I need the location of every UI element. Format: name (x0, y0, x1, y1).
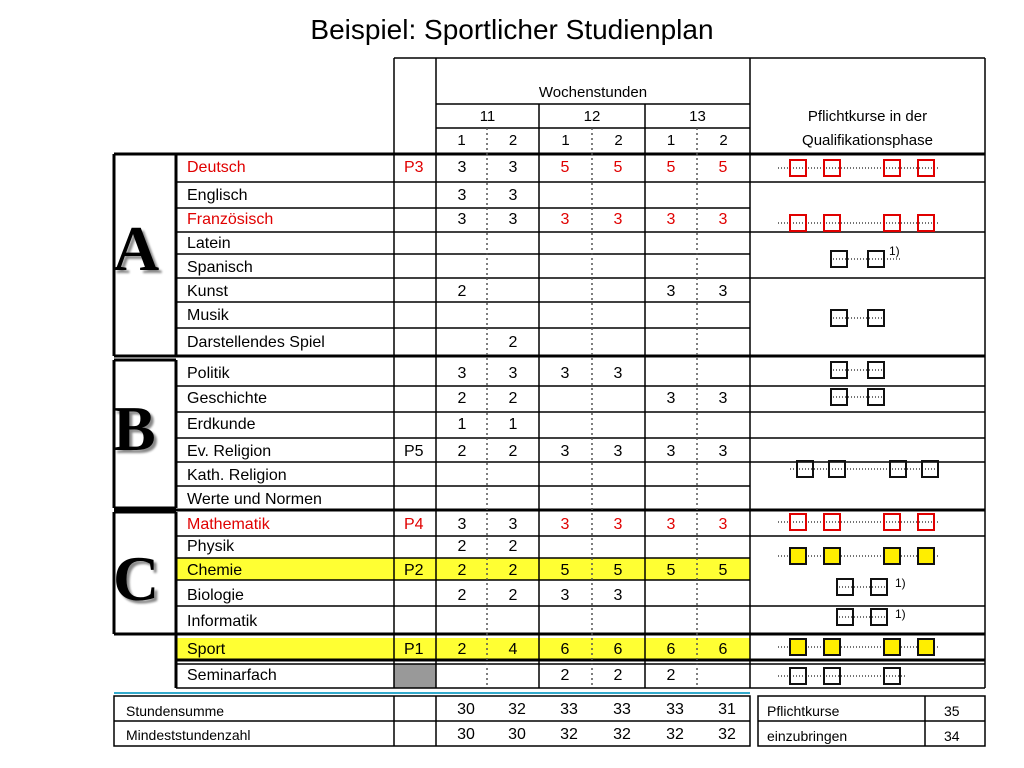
mindest-value: 32 (560, 726, 578, 743)
stundensumme-value: 33 (666, 701, 684, 718)
mindeststundenzahl-label: Mindeststundenzahl (126, 727, 251, 743)
footnote-marker: 1) (895, 607, 906, 621)
pflicht-box (917, 159, 935, 177)
pflicht-box (830, 309, 848, 327)
footnote-marker: 1) (895, 576, 906, 590)
pflicht-box (789, 638, 807, 656)
pflicht-box (870, 608, 888, 626)
pflicht-box (917, 547, 935, 565)
stundensumme-value: 31 (718, 701, 736, 718)
pflicht-box (883, 513, 901, 531)
pflicht-box (867, 361, 885, 379)
page-title: Beispiel: Sportlicher Studienplan (310, 14, 714, 45)
hours-cell: 3 (613, 516, 623, 533)
hours-cell: 3 (718, 516, 728, 533)
mindest-value: 32 (666, 726, 684, 743)
year-13-header: 13 (689, 108, 706, 125)
pflicht-box (883, 214, 901, 232)
hours-cell: 3 (457, 516, 467, 533)
hours-cell: 3 (508, 187, 518, 204)
hours-cell: 3 (666, 211, 676, 228)
pflicht-box (883, 638, 901, 656)
hours-cell: 3 (718, 443, 728, 460)
half-header: 1 (561, 132, 570, 149)
hours-cell: 1 (457, 416, 467, 433)
hours-cell: 3 (508, 516, 518, 533)
hours-cell: 3 (613, 587, 623, 604)
hours-cell: 3 (613, 365, 623, 382)
hours-cell: 3 (560, 587, 570, 604)
subject-name: Musik (187, 307, 229, 324)
pflicht-box (883, 667, 901, 685)
pflicht-box (867, 250, 885, 268)
subject-name: Erdkunde (187, 416, 256, 433)
hours-cell: 5 (718, 562, 728, 579)
hours-cell: 6 (666, 641, 676, 658)
pflicht-header-line1: Pflichtkurse in der (807, 108, 928, 125)
hours-cell: 2 (457, 443, 467, 460)
pflicht-box (830, 388, 848, 406)
hours-cell: 5 (718, 159, 728, 176)
hours-cell: 6 (560, 641, 570, 658)
pruefungsfach-label: P3 (404, 159, 424, 176)
hours-cell: 6 (613, 641, 623, 658)
subject-name: Sport (187, 641, 226, 658)
pruefungsfach-label: P2 (404, 562, 424, 579)
half-header: 1 (666, 132, 676, 149)
pflicht-box (789, 214, 807, 232)
hours-cell: 3 (613, 211, 623, 228)
pflicht-box (883, 159, 901, 177)
hours-cell: 5 (560, 562, 570, 579)
mindest-value: 32 (613, 726, 631, 743)
hours-cell: 5 (560, 159, 570, 176)
pflichtkurse-value: 35 (944, 703, 960, 719)
hours-cell: 2 (613, 667, 623, 684)
pflicht-box (830, 361, 848, 379)
year-12-header: 12 (583, 108, 601, 125)
hours-cell: 3 (457, 159, 467, 176)
mindest-value: 30 (457, 726, 475, 743)
stundensumme-value: 30 (457, 701, 475, 718)
subject-name: Politik (187, 365, 230, 382)
subject-name: Latein (187, 235, 231, 252)
pflicht-box (789, 159, 807, 177)
hours-cell: 2 (666, 667, 676, 684)
subject-name: Kath. Religion (187, 467, 287, 484)
hours-cell: 2 (457, 587, 467, 604)
subject-name: Biologie (187, 587, 244, 604)
hours-cell: 2 (508, 443, 518, 460)
hours-cell: 3 (560, 365, 570, 382)
hours-cell: 3 (508, 159, 518, 176)
subject-name: Werte und Normen (187, 491, 322, 508)
stundensumme-value: 33 (613, 701, 631, 718)
hours-cell: 5 (613, 562, 623, 579)
hours-cell: 5 (666, 562, 676, 579)
group-b-label: B (113, 393, 156, 464)
hours-cell: 2 (508, 562, 518, 579)
einzubringen-label: einzubringen (767, 728, 848, 744)
subject-name: Geschichte (187, 390, 268, 407)
pflicht-box (917, 513, 935, 531)
pflicht-box (870, 578, 888, 596)
pflicht-box (828, 460, 846, 478)
subject-name: Darstellendes Spiel (187, 334, 325, 351)
hours-cell: 3 (457, 187, 467, 204)
hours-cell: 3 (613, 443, 623, 460)
hours-cell: 3 (666, 390, 676, 407)
hours-cell: 3 (718, 283, 728, 300)
hours-cell: 3 (666, 516, 676, 533)
pflicht-box (830, 250, 848, 268)
hours-cell: 6 (718, 641, 728, 658)
subject-name: Kunst (187, 283, 228, 300)
half-header: 2 (614, 132, 623, 149)
hours-cell: 3 (560, 516, 570, 533)
pflicht-box (917, 214, 935, 232)
subject-name: Physik (187, 538, 235, 555)
hours-cell: 3 (508, 211, 518, 228)
hours-cell: 5 (613, 159, 623, 176)
pflicht-box (789, 547, 807, 565)
einzubringen-value: 34 (944, 728, 960, 744)
hours-cell: 3 (666, 283, 676, 300)
hours-cell: 3 (718, 211, 728, 228)
pflicht-header-line2: Qualifikationsphase (802, 132, 933, 149)
hours-cell: 3 (718, 390, 728, 407)
hours-cell: 2 (457, 641, 467, 658)
subject-name: Chemie (187, 562, 243, 579)
pflicht-box (823, 214, 841, 232)
pflichtkurse-label: Pflichtkurse (767, 703, 840, 719)
hours-cell: 2 (508, 334, 518, 351)
hours-cell: 3 (666, 443, 676, 460)
half-header: 2 (719, 132, 728, 149)
stundensumme-value: 33 (560, 701, 578, 718)
subject-name: Französisch (187, 211, 274, 228)
stundensumme-value: 32 (508, 701, 526, 718)
pflicht-box (917, 638, 935, 656)
group-c-label: C (113, 543, 160, 614)
pflicht-box (867, 388, 885, 406)
subject-name: Spanisch (187, 259, 253, 276)
pruefungsfach-label: P4 (404, 516, 424, 533)
group-a-label: A (113, 213, 160, 284)
hours-cell: 3 (457, 365, 467, 382)
year-11-header: 11 (479, 108, 496, 125)
hours-cell: 2 (508, 538, 518, 555)
pflicht-box (836, 608, 854, 626)
hours-cell: 2 (457, 562, 467, 579)
pflicht-box (823, 513, 841, 531)
pflicht-box (836, 578, 854, 596)
pflicht-box (823, 638, 841, 656)
pruefungsfach-label: P5 (404, 443, 424, 460)
half-header: 1 (457, 132, 466, 149)
hours-cell: 1 (508, 416, 518, 433)
hours-cell: 5 (666, 159, 676, 176)
pflicht-box (883, 547, 901, 565)
hours-cell: 2 (508, 587, 518, 604)
footnote-marker: 1) (889, 244, 900, 258)
subject-name: Englisch (187, 187, 248, 204)
pruefungsfach-label: P1 (404, 641, 424, 658)
hours-cell: 4 (508, 641, 518, 658)
pflicht-box (921, 460, 939, 478)
hours-cell: 3 (560, 211, 570, 228)
hours-cell: 2 (457, 390, 467, 407)
wochenstunden-header: Wochenstunden (538, 84, 648, 101)
hours-cell: 2 (457, 283, 467, 300)
mindest-value: 30 (508, 726, 526, 743)
subject-name: Mathematik (187, 516, 270, 533)
subject-name: Deutsch (187, 159, 246, 176)
pflicht-box (823, 667, 841, 685)
hours-cell: 3 (560, 443, 570, 460)
stundensumme-label: Stundensumme (126, 703, 225, 719)
pflicht-box (796, 460, 814, 478)
pflicht-box (823, 159, 841, 177)
subject-name: Seminarfach (187, 667, 277, 684)
mindest-value: 32 (718, 726, 736, 743)
pflicht-box (889, 460, 907, 478)
hours-cell: 3 (508, 365, 518, 382)
hours-cell: 2 (560, 667, 570, 684)
subject-name: Ev. Religion (187, 443, 272, 460)
hours-cell: 2 (508, 390, 518, 407)
hours-cell: 3 (457, 211, 467, 228)
subject-name: Informatik (187, 613, 258, 630)
pflicht-box (789, 667, 807, 685)
pflicht-box (867, 309, 885, 327)
pflicht-box (789, 513, 807, 531)
pflicht-box (823, 547, 841, 565)
half-header: 2 (508, 132, 518, 149)
hours-cell: 2 (457, 538, 467, 555)
